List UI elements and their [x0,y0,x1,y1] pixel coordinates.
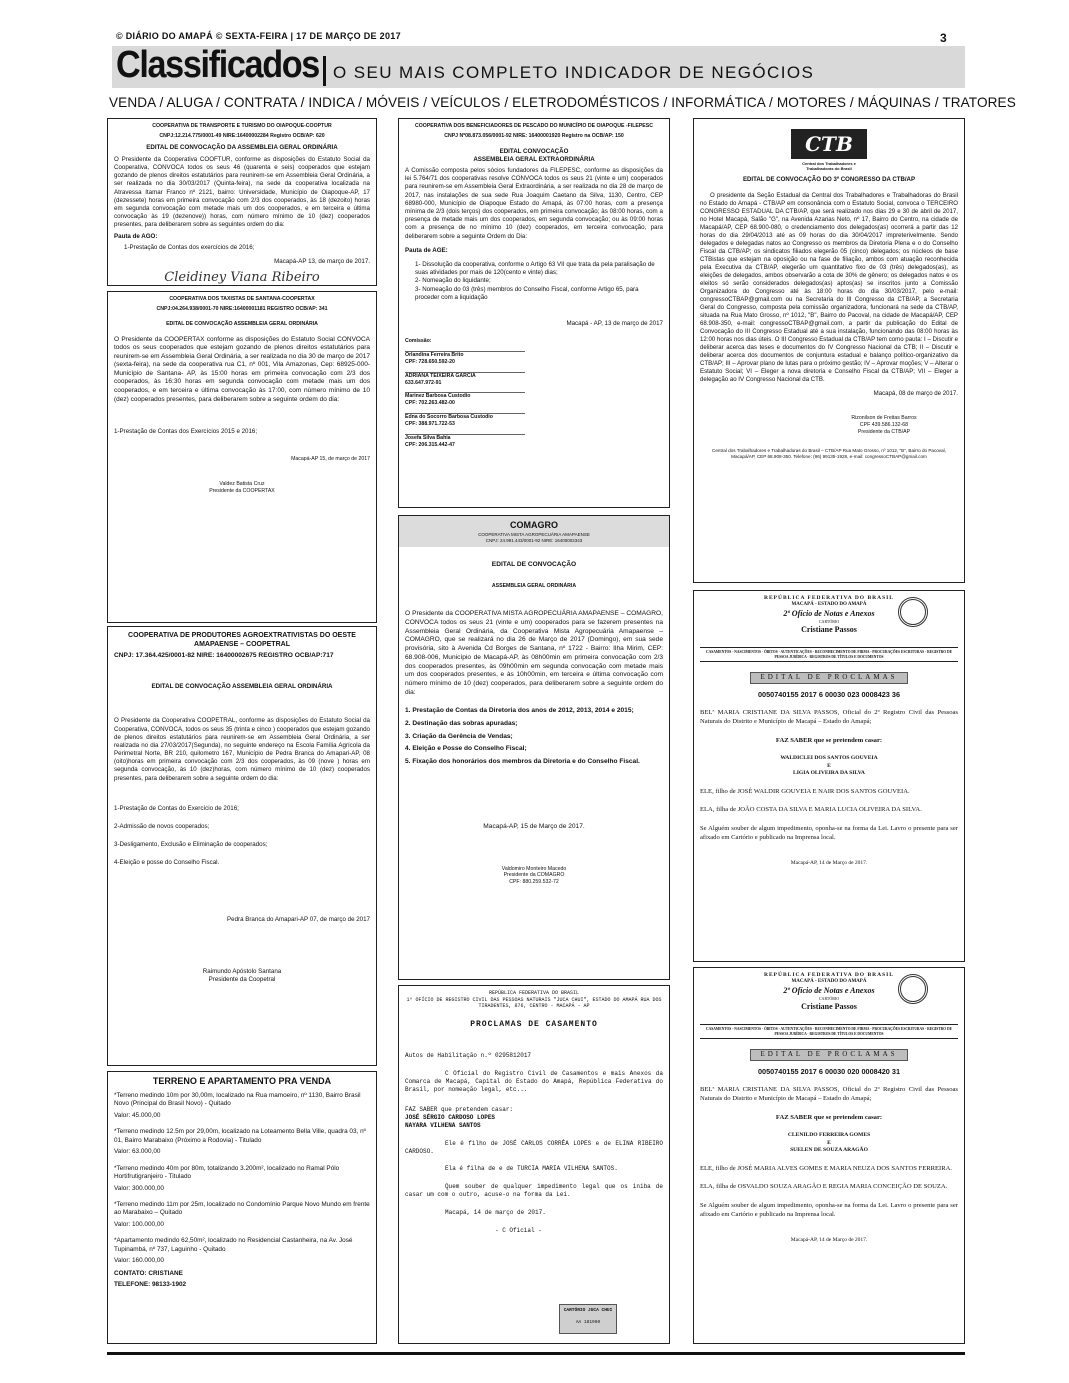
notary-stamp [559,1304,617,1334]
coopertax-notice [107,291,377,623]
cnpj: CNPJ: 17.364.425/0001-82 NIRE: 16400002675 REGISTRO OCB/AP:717 [114,652,334,660]
notice-body: A Comissão composta pelos sócios fundadores da FILEPESC, conforme as disposições da lei 5.764/71 dos cooperativas resolve CONVOCA todos os seus 21 (vinte e um) cooperados para reunirem-se em Assembleia Geral Extraordinária, a ser realizada no dia 28 de março de 2017, nas instalações de sua sede Rua Joaquim Caetano da Silva, 1130, Centro, CEP 68980-000, Município de Oiapoque Estado do Amapá, às 07:00 horas, com a presença mínima de 2/3 (dois terços) dos cooperados, em primeira convocação; às 08:00 horas, com a presença de metade mais um dos cooperados, em segunda convocação; ou às 09:00 horas com a presença de no mínimo 10 (dez) cooperados, em terceira convocação, para deliberarem sobre a seguinte Ordem do Dia: [405,167,663,240]
autos-number: Autos de Habilitação n.º 0295812017 [405,1052,532,1060]
commission-label: Comissão: [405,338,432,345]
bride-name: SUELEN DE SOUZA ARAGÃO [790,1147,868,1154]
member-name: Josefa Silva Bahia [405,434,451,441]
intro: BELª MARIA CRISTIANE DA SILVA PASSOS, Oficial do 2º Registro Civil das Pessoas Naturais do Distrito e Município de Macapá – Estado do Amapá; [700,1086,958,1103]
groom-name: JOSÉ SÉRGIO CARDOSO LOPES [405,1113,496,1121]
agenda-item: 1. Prestação de Contas da Diretoria dos anos de 2012, 2013, 2014 e 2015; [405,707,634,715]
groom-name: CLENILDO FERREIRA GOMES [787,1132,871,1139]
agenda-title: Pauta de AGE: [405,246,448,254]
groom-parents: ELE, filho de JOSÉ MARIA ALVES GOMES E MARIA NEUZA DOS SANTOS FERREIRA. [700,1164,953,1172]
bride-parents: Ela é filha de e de TURCIA MARIA VILHENA SANTOS. [445,1165,618,1173]
agenda-item: 5. Fixação dos honorários dos membros da Diretoria e do Conselho Fiscal. [405,758,640,766]
page-bottom-rule [107,1352,965,1355]
listing [114,1165,370,1193]
date: Macapá-AP, 14 de Março de 2017. [790,860,868,867]
real-estate-ad [107,1071,377,1344]
signer-role: Presidente da Coopetral [208,975,276,983]
and: E [827,1139,831,1146]
agenda-item: 1-Prestação de Contas dos exercícios de 2016; [124,243,255,251]
member-cpf: CPF: 388.971.722-53 [405,420,455,427]
signer-name: Valdomiro Monteiro Macedo [501,865,567,872]
notice-body: O presidente da Seção Estadual da Central dos Trabalhadores e Trabalhadoras do Brasil no Estado do Amapá - CTB/AP em consonância com o Estatuto Social, convoca o TERCEIRO CONGRESSO ESTADUAL DA CTB/AP, que será realizado nos dias 29 e 30 de abril de 2017, no Hotel Macapá, Salão "G", na Avenida Azarias Neto, nº 17, Bairro do Centro, na cidade de Macapá/AP, CEP 68.900-080, o credenciamento dos delegados(as) ocorrerá a partir das 12 horas do dia 29/04/2013 até as 09 horas do dia 30/04/2017 impreterivelmente. Sendo delegados e delegadas natos ao Congresso os membros da Diretoria Plena e o do Conselho Fiscal da CTB/AP; os sindicatos filiados elegerão 05 (cinco) delegados; os núcleos de base CTBistas que estejam na oposição ou na fase de filiação, ambos com atuação reconhecida pela Executiva da CTB/AP, elegerão um quantitativo fixo de 03 (três) delegados(as), as eleições de delegados, ambos observarão a cota de 30% de gênero; os delegados natos e os eleitos só serão considerados delegados(as) aptos(as) se inscritos junto a Comissão Organizadora do Congresso até às 18:00 horas do dia 30/03/2017, pelo e-mail: congressoCTBAP@gmail.com ou na Secretaria do III Congresso da CTB/AP, a Secretaria Geral do Congresso, composta pela comissão organizadora, funcionará na sede da CTB/AP, situada na Rua Mato Grosso, nº 1012, "B", Bairro do Pacoval, na cidade de Macapá/AP, CEP 68.908-350, e-mail: congressoCTBAP@gmail.com, a partir da publicação do Edital de Convocação do III Congresso Estadual até a sua instalação, funcionando das 08:00 horas às 12:00 horas nos dias úteis. O III Congresso Estadual da CTB/AP tem como pauta: I – Discutir e deliberar acerca das teses e documentos do IV Congresso Nacional da CTB; II – Discutir e deliberar acerca dos documentos de conjuntura estadual e balanço político-organizativo da CTB/AP; III – Aprovar plano de lutas para o próximo gestão; IV – Aprovar moções; V – Alterar o Estatuto Social; VI – Eleger a nova diretoria e Conselho Fiscal da CTB/AP; VII – Eleger a delegação ao IV Congresso Nacional da CTB. [700,191,958,384]
listing-desc: *Terreno medindo 11m por 25m, localizado no Condomínio Parque Novo Mundo em frente ao Marabaixo – Quitado [114,1200,370,1217]
coat-of-arms-icon [898,597,928,627]
edital-number: 0050740155 2017 6 00030 023 0008423 36 [757,689,901,699]
notice-body: O Presidente da COOPERTAX conforme as disposições do Estatuto Social CONVOCA todos os seus cooperados que estejam gozando de plenos direitos estatutários para reunirem-se em Assembleia Geral Ordinária, a ser realizada no dia 30 de março de 2017 (sexta-feira), na sede da cooperativa rua C1, nº 001, Vila Amazonas, Cep: 68925-000- Município de Santana- AP, às 15:00 horas em primeira convocação com 2/3 dos cooperados, às 16:30 horas em segunda convocação com metade mais um dos cooperados, e em terceira e última convocação às 17:00, com número mínimo de 10 (dez) cooperados presentes, para deliberarem sobre a seguinte ordem do dia: [114,335,370,403]
member-name: Marinez Barbosa Custodio [405,393,471,400]
cartorio-name: Cristiane Passos [801,624,857,634]
faz-saber: FAZ SABER que pretendem casar: [405,1105,514,1113]
signer-name: Rizonilson de Freitas Barros [851,415,917,422]
bride-name: LIGIA OLIVEIRA DA SILVA [793,770,865,777]
listing-price: Valor: 63.000,00 [114,1148,161,1156]
signature [810,401,958,415]
bride-parents: ELA, filha de OSVALDO SOUZA ARAGÃO E REGIA MARIA CONCEIÇÃO DE SOUZA. [700,1183,948,1191]
cartorio-label: CARTÓRIO [818,996,840,1002]
edital-band: EDITAL DE PROCLAMAS [750,672,908,683]
faz-saber: FAZ SABER que se pretendem casar: [775,736,883,744]
notice-title: EDITAL DE CONVOCAÇÃO ASSEMBLEIA GERAL ORDINÁRIA [166,320,318,327]
agenda-item: 2. Destinação das sobras apuradas; [405,720,518,728]
header-divider [323,56,326,86]
listing [114,1128,370,1156]
agenda-item: 1- Dissolução da cooperativa, conforme o Artigo 63 VII que trata da pela paralisação de suas atividades por mais de 120(cento e vinte) dias; [415,260,655,277]
marriage-proclamation [398,985,670,1344]
member [405,413,525,428]
and: E [827,762,831,769]
agenda-item: 1-Prestação de Contas dos Exercícios 2015 e 2016; [114,428,258,436]
signature [405,852,663,866]
page-number: 3 [940,31,947,45]
header-line: REPÚBLICA FEDERATIVA DO BRASIL [764,595,894,601]
agenda-item: 2-Admissão de novos cooperados; [114,823,210,831]
logo-text: CTB [805,132,853,156]
notice-subtitle: ASSEMBLEIA GERAL EXTRAORDINÁRIA [473,155,595,163]
agenda-title: Pauta de AGO: [114,232,158,240]
notice-body: O Presidente da Cooperativa COOPETRAL, conforme as disposições do Estatuto Social da Cooperativa, CONVOCA, todos os seus 35 (trinta e cinco ) cooperados que estejam gozando de plenos direitos estatutários para reunirem-se em Assembleia Geral Ordinária, a ser realizada no dia 27/03/2017(Segunda), no seguinte endereço na Escola Família Agrícola da Perimetral Norte, BR 210, quilometro 167, Município de Pedra Branca do Amapari-AP, 08 (oito)horas em primeira convocação com 2/3 dos cooperados, às 09 (nove ) horas em segunda convocação, às 10 (dez)horas, com número mínimo de 10 (dez) cooperados presentes, para deliberarem sobre a seguinte ordem do dia: [114,717,370,782]
groom-name: WALDICLEI DOS SANTOS GOUVEIA [780,755,878,762]
signature: Cleidiney Viana Ribeiro [164,270,320,286]
cnpj: CNPJ: 24.991.443/0001-92 NIRE: 16400002343 [485,537,583,543]
place-date: Pedra Branca do Amapari-AP 07, de março de 2017 [227,915,370,923]
cartorio-label: CARTÓRIO [818,619,840,625]
closing: Quem souber de qualquer impedimento legal que os iniba de casar um com o outro, acuse-o na forma da Lei. [405,1183,663,1199]
date: Macapá, 14 de março de 2017. [445,1209,546,1217]
phone: TELEFONE: 98133-1902 [114,1281,187,1289]
place-date: Macapá-AP 13, de março de 2017. [274,257,370,265]
signer-role: Presidente da COMAGRO [503,872,565,879]
header-line: REPÚBLICA FEDERATIVA DO BRASIL [764,972,894,978]
official: - C Oficial - [495,1227,542,1235]
org-name: COOPERATIVA DOS BENEFICIADORES DE PESCADO DO MUNICÍPIO DE OIAPOQUE -FILEPESC [415,123,653,129]
member-cpf: CPF: 702.263.482-00 [405,400,455,407]
agenda-item: 3. Criação da Gerência de Vendas; [405,732,513,740]
comagro-notice [398,515,670,980]
notice-title: EDITAL DE CONVOCAÇÃO [491,560,577,568]
cartorio-header [700,595,958,647]
closing: Se Alguém souber de algum impedimento, oponha-se na forma da Lei. Lavro o presente para ser afixado em Cartório e publicado na Imprensa local. [700,824,958,841]
notice-body: O Presidente da Cooperativa COOFTUR, conforme as disposições do Estatuto Social da Cooperativa, CONVOCA todos os seus 46 (quarenta e seis) cooperados que estejam gozando de plenos direitos estatutários para reunirem-se em Assembleia Geral Ordinária, a ser realizada no dia 30/03/2017 (Quinta-feira), na sede da cooperativa localizada na Atravessa Itamar Franco nº 2121, bairro: Universidade, Município de Oiapoque-AP, 17 (dezessete) horas em primeira convocação com 2/3 dos cooperados, às 18 (dezoito) horas em segunda convocação com metade mais um dos cooperados, e em terceira e última convocação às 19 (dezenove)) horas, com número mínimo de 10 (dez) cooperados presentes, para deliberarem sobre as seguintes ordem do dia: [114,155,370,229]
stamp-code: AA 181960 [575,1319,601,1325]
notice-body: C Oficial do Registro Civil de Casamentos e mais Anexos da Comarca de Macapá, Capital do Estado do Amapá, República Federativa do Brasil, por nomeação legal, etc... [405,1070,663,1094]
coopetral-notice [107,626,377,1066]
cnpj: CNPJ Nº08.873.056/0001-92 NIRE: 16400001920 Registro na OCB/AP: 150 [444,132,624,139]
member-name: Edna do Socorro Barbosa Custodio [405,414,493,421]
listing-price: Valor: 100.000,00 [114,1220,164,1228]
org-name: COOPERATIVA DE TRANSPORTE E TURISMO DO OIAPOQUE-COOPTUR [152,123,332,129]
listing-price: Valor: 45.000,00 [114,1111,161,1119]
notice-title: PROCLAMAS DE CASAMENTO [470,1019,598,1029]
notice-title: EDITAL DE CONVOCAÇÃO DA ASSEMBLEIA GERAL ORDINÁRIA [146,143,338,151]
header-line: 1º OFÍCIO DE REGISTRO CIVIL DAS PESSOAS NATURAIS "JUCA CHUI", ESTADO DO AMAPÁ RUA DOS TIRADENTES, 876, CENTRO - MACAPÁ - AP [406,996,662,1010]
listing [114,1201,370,1229]
faz-saber: FAZ SABER que se pretendem casar: [775,1113,883,1121]
cnpj: CNPJ:04.264.938/0001-70 NIRE:16400001181 REGISTRO OCB/AP: 341 [156,305,328,312]
cartorio-header [700,972,958,1024]
contact: CONTATO: CRISTIANE [114,1269,183,1277]
cartorio-name: Cristiane Passos [801,1001,857,1011]
listing-price: Valor: 300.000,00 [114,1184,164,1192]
signature [114,954,370,968]
signer-name: Raimundo Apóstolo Santana [202,967,282,975]
services: CASAMENTOS - NASCIMENTOS - ÓBITOS - AUTENTICAÇÕES - RECONHECIMENTO DE FIRMA - PROCURAÇÕES ESCRITURAS - REGISTRO DE PESSOA JURÍDICA - REGISTROS DE TÍTULOS E DOCUMENTOS [700,647,958,662]
notice-subtitle: ASSEMBLEIA GERAL ORDINÁRIA [491,583,577,590]
notice-title: EDITAL DE CONVOCAÇÃO DO 3º CONGRESSO DA CTB/AP [742,175,916,183]
notice-title: EDITAL CONVOCAÇÃO [499,147,569,155]
org-name: COOPERATIVA DOS TAXISTAS DE SANTANA-COOPERTAX [169,296,315,302]
notice-title: EDITAL DE CONVOCAÇÃO ASSEMBLEIA GERAL ORDINÁRIA [151,683,333,691]
listing-desc: *Terreno medindo 40m por 80m, totalizando 3.200m², localizado no Ramal Pólo Hortifrutigranjeiro - Titulado [114,1164,340,1181]
member-name: Orlandina Ferreira Brito [405,351,464,358]
org-name: COOPERATIVA DE PRODUTORES AGROEXTRATIVISTAS DO OESTE AMAPAENSE – COOPETRAL [128,632,356,649]
agenda-item: 3-Desligamento, Exclusão e Eliminação de cooperados; [114,841,268,849]
stamp-name: CARTÓRIO JUCA CHUI [563,1308,613,1313]
logo-subtitle: COOPERATIVA MISTA AGROPECUÁRIA AMAPAENSE [478,531,590,537]
logo-subtitle: Central dos Trabalhadores e Trabalhadoras do Brasil [802,161,856,172]
agenda-item: 4. Eleição e Posse do Conselho Fiscal; [405,745,527,753]
place-date: Macapá - AP, 13 de março de 2017 [566,319,663,327]
footer: Central dos Trabalhadores e Trabalhadoras do Brasil – CTB/AP Rua Mato Grosso, nº 1012, "B", Bairro do Pacoval, Macapá/AP, CEP 68.908-350. Telefone: (96) 99135-1928, e-mail: congressoCTBAP@gmail.com [712,447,946,459]
edital-number: 0050740155 2017 6 00030 020 0008420 31 [757,1066,901,1076]
member [405,372,525,387]
member [405,392,525,407]
header-line: MACAPÁ - ESTADO DO AMAPÁ [791,979,867,985]
member-cpf: CPF: 206.315.442-47 [405,441,455,448]
signer-cpf: CPF: 880.259.532-72 [509,879,559,886]
signer-role: Presidente da COOPERTAX [209,488,275,495]
member [405,351,525,366]
cooftur-notice [107,118,377,286]
notice-body: O Presidente da COOPERATIVA MISTA AGROPECUÁRIA AMAPAENSE – COMAGRO, CONVOCA todos os seus 21 (vinte e um) cooperados para se fazerem presentes na Assembleia Geral Ordinária, da Cooperativa Mista Agropecuária Amapaense – COMAGRO, que se realizará no dia 26 de Março de 2017 (Domingo), em sua sede provisória, sito à Avenida Cd Borges de Santana, nº 1722 - Bairro: Ilha Mirim, CEP: 68.908-006, Município de Macapá-AP, às 08h00min em primeira convocação com 2/3 dos cooperados presentes, às 09h00min em segunda convocação com metade mais um dos cooperados presentes, e às 10h00min, em terceira e última convocação com número mínimo de 10 (dez) cooperados, para deliberarem sobre a seguinte ordem do dia: [405,610,663,696]
date: Macapá-AP, 14 de Março de 2017. [790,1237,868,1244]
listing-desc: *Apartamento medindo 62,50m², localizado no Residencial Castanheira, na Av. José Tupinambá, nº 737, Laguinho - Quitado [114,1237,353,1253]
office-name: 2º Ofício de Notas e Anexos [783,985,875,995]
listing [114,1237,370,1265]
closing: Se Alguém souber de algum impedimento, oponha-se na forma da Lei. Lavro o presente para ser afixado em Cartório e publicado na Imprensa local. [700,1201,958,1218]
ctb-notice [693,118,965,583]
ctb-logo [791,129,867,159]
intro: BELª MARIA CRISTIANE DA SILVA PASSOS, Oficial do 2º Registro Civil das Pessoas Naturais do Distrito e Município de Macapá – Estado do Amapá; [700,709,958,726]
listing-desc: *Terreno medindo 10m por 30,00m, localizado na Rua mamoeiro, nº 1130, Bairro Brasil Novo (Principal do Brasil Novo) - Quitado [114,1091,361,1108]
place-date: Macapá, 08 de março de 2017. [873,390,958,398]
filepesc-notice [398,118,670,508]
agenda-item: 1-Prestação de Contas do Exercício de 2016; [114,804,239,812]
cnpj: CNPJ:12.214.775/0001-49 NIRE:16400002284 Registro OCB/AP: 620 [159,132,325,139]
groom-parents: Ele é filho de JOSÉ CARLOS CORRÊA LOPES e de ELINA RIBEIRO CARDOSO. [405,1139,663,1155]
logo-name: COMAGRO [510,520,558,530]
signer-role: Presidente da CTB/AP [857,429,911,436]
member-name: ADRIANA TEIXEIRA GARCIA [405,372,476,379]
header-line: REPÚBLICA FEDERATIVA DO BRASIL [488,990,579,996]
coat-of-arms-icon [898,974,928,1004]
services: CASAMENTOS - NASCIMENTOS - ÓBITOS - AUTENTICAÇÕES - RECONHECIMENTO DE FIRMA - PROCURAÇÕES ESCRITURAS - REGISTRO DE PESSOA JURÍDICA - REGISTROS DE TÍTULOS E DOCUMENTOS [700,1024,958,1039]
agenda-list [114,805,370,868]
signer-name: Valdez Batista Cruz [219,481,265,488]
agenda-item: 2- Nomeação do liquidante; [415,277,491,285]
member [405,434,525,449]
listing-desc: *Terreno medindo 12.5m por 29,00m, localizado na Loteamento Bella Ville, quadra 03, nº 01, Bairro Marabaixo (Próximo a Rodovia) - Titulado [114,1128,366,1144]
agenda-list [405,707,663,767]
member-cpf: CPF: 728.650.592-20 [405,358,455,365]
section-title: Classificados [116,44,319,86]
tagline: O SEU MAIS COMPLETO INDICADOR DE NEGÓCIOS [333,63,815,82]
signer-cpf: CPF 439.586.132-68 [859,422,909,429]
place-date: Macapá-AP 15, de março de 2017 [291,456,370,463]
member-cpf: 633.647.972-91 [405,379,442,386]
proclamation-notice-1 [693,590,965,962]
listing [114,1092,370,1120]
bride-parents: ELA, filha de JOÃO COSTA DA SILVA E MARIA LUCIA OLIVEIRA DA SILVA. [700,806,922,814]
bride-name: NAYARA VILHENA SANTOS [405,1121,481,1129]
agenda-list [405,261,663,302]
edital-band: EDITAL DE PROCLAMAS [750,1049,908,1060]
place-date: Macapá-AP, 15 de Março de 2017. [483,822,585,830]
comagro-logo [399,516,669,547]
groom-parents: ELE, filho de JOSÉ WALDIR GOUVEIA E NAIR DOS SANTOS GOUVEIA. [700,787,910,795]
dateline: © DIÁRIO DO AMAPÁ © SEXTA-FEIRA | 17 DE MARÇO DE 2017 [116,31,401,41]
listing-price: Valor: 160.000,00 [114,1257,164,1265]
proclamation-notice-2 [693,967,965,1344]
categories-bar: VENDA / ALUGA / CONTRATA / INDICA / MÓVEIS / VEÍCULOS / ELETRODOMÉSTICOS / INFORMÁTICA / MOTORES / MÁQUINAS / TRATORES [109,95,1016,110]
office-name: 2º Ofício de Notas e Anexos [783,608,875,618]
agenda-item: 3- Nomeação do 03 (três) membros do Conselho Fiscal, conforme Artigo 65, para proceder com a liquidação [415,285,639,301]
agenda-item: 4-Eleição e posse do Conselho Fiscal. [114,859,220,867]
ad-title: TERRENO E APARTAMENTO PRA VENDA [152,1076,332,1086]
header-line: MACAPÁ - ESTADO DO AMAPÁ [791,602,867,608]
